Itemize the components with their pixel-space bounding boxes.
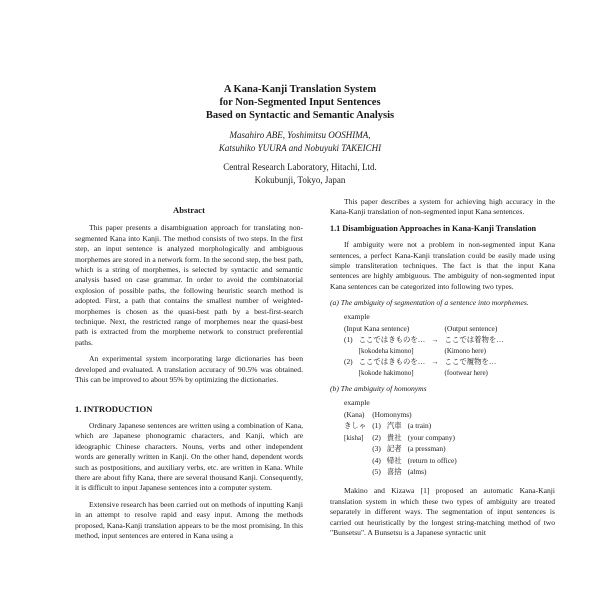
kanji-text: 貴社 bbox=[386, 432, 402, 442]
example-a-input-header: (Input Kana sentence) bbox=[344, 324, 410, 334]
right-paragraph-0: This paper describes a system for achieving high accuracy in the Kana-Kanji translation of non-segmented input Kana sentences. bbox=[330, 197, 555, 217]
affiliation-line-2: Kokubunji, Tokyo, Japan bbox=[254, 175, 346, 185]
example-a-row: (2) ここではきものを… [kokode hakimono] → ここで履物を… (footwear here) bbox=[344, 357, 510, 379]
author-line-2: Katsuhiko YUURA and Nobuyuki TAKEICHI bbox=[218, 143, 382, 153]
title-line-2: for Non-Segmented Input Sentences bbox=[219, 97, 381, 108]
ambiguity-a-label: (a) The ambiguity of segmentation of a sentence into morphemes. bbox=[330, 298, 529, 308]
example-b-homonyms-header: (Homonyms) bbox=[372, 409, 412, 419]
gloss: (footwear here) bbox=[444, 368, 488, 377]
abstract-heading: Abstract bbox=[173, 205, 205, 215]
gloss: (Kimono here) bbox=[444, 346, 486, 355]
title-line-3: Based on Syntactic and Semantic Analysis bbox=[205, 110, 395, 121]
intro-paragraph-1: Ordinary Japanese sentences are written using a combination of Kana, which are Japanese phonogramic characters, and Kanji, which are ideographic Chinese characters. Nouns, verbs and other independent words are generally written in Kanji. On the other hand, dependent words such as postpositions, and auxiliary verbs, etc. are written in Kana. While there are about fifty Kana, there are several thousand Kanji. Consequently, it is difficult to input Japanese sentences into a computer system. bbox=[75, 420, 303, 493]
kanji-text: 記者 bbox=[386, 444, 402, 454]
kanji-text: 帰社 bbox=[386, 455, 402, 465]
section-1-heading: 1. INTRODUCTION bbox=[75, 403, 153, 414]
ambiguity-b-label: (b) The ambiguity of homonyms bbox=[330, 384, 427, 394]
author-line-1: Masahiro ABE, Yoshimitsu OOSHIMA, bbox=[229, 130, 371, 140]
affiliation bbox=[0, 161, 600, 187]
gloss: (a train) bbox=[407, 421, 432, 431]
example-b-label: example bbox=[344, 397, 370, 407]
example-b-table bbox=[344, 410, 463, 478]
affiliation-line-1: Central Research Laboratory, Hitachi, Ltd. bbox=[223, 162, 377, 172]
authors bbox=[0, 129, 600, 155]
left-column bbox=[75, 193, 303, 547]
right-paragraph-1: If ambiguity were not a problem in non-segmented input Kana sentences, a perfect Kana-Kanji translation could be easily made using simple transliteration techniques. The fact is that the input Kana sentences are highly ambiguous. The ambiguity of non-segmented input Kana sentences can be categorized into following two types. bbox=[330, 240, 555, 291]
section-1-1-heading: 1.1 Disambiguation Approaches in Kana-Kanji Translation bbox=[330, 223, 537, 233]
kanji-text: 汽車 bbox=[386, 421, 402, 431]
gloss: (your company) bbox=[407, 432, 456, 442]
example-b-row: きしゃ (1) 汽車 (a train) bbox=[344, 421, 463, 432]
romanization: [kokodeha kimono] bbox=[358, 346, 414, 355]
example-b-kana-header: (Kana) bbox=[344, 409, 365, 419]
example-a-label: example bbox=[344, 311, 370, 321]
gloss: (alms) bbox=[407, 466, 427, 476]
arrow-icon: → bbox=[431, 357, 439, 367]
kana-text: ここではきものを… bbox=[358, 357, 426, 367]
example-a-table bbox=[344, 324, 510, 379]
abstract-paragraph-1: This paper presents a disambiguation approach for translating non-segmented Kana into Kanji. The method consists of two steps. In the first step, an input sentence is analyzed morphologically and ambiguous morphemes are stored in a network form. In the second step, the best path, which is a string of morphemes, is selected by syntactic and semantic analysis based on case grammar. In order to avoid the combinatorial explosion of possible paths, the following heuristic search method is adopted. First, a path that contains the smallest number of weighted-morphemes is chosen as the quasi-best path by a best-first-search technique. Next, the restricted range of morphemes near the quasi-best path is extracted from the morpheme network to construct preferential paths. bbox=[75, 223, 303, 347]
abstract-paragraph-2: An experimental system incorporating large dictionaries has been developed and evaluated. A translation accuracy of 90.5% was obtained. This can be improved to about 95% by optimizing the dictionaries. bbox=[75, 354, 303, 385]
kanji-text: 喜捨 bbox=[386, 466, 402, 476]
example-a-row: (1) ここではきものを… [kokodeha kimono] → ここでは着物を… (Kimono here) bbox=[344, 335, 510, 357]
output-text: ここでは着物を… bbox=[444, 335, 504, 345]
intro-paragraph-2: Extensive research has been carried out on methods of inputting Kanji in an attempt to resolve rapid and easy input. Among the methods proposed, Kana-Kanji translation appears to be the most promising. In this method, input sentences are entered in Kana using a bbox=[75, 499, 303, 540]
gloss: (a pressman) bbox=[407, 444, 446, 454]
gloss: (return to office) bbox=[407, 455, 457, 465]
example-b-row: (4) 帰社 (return to office) bbox=[344, 456, 463, 467]
right-column bbox=[330, 197, 555, 544]
romanization: [kisha] bbox=[344, 433, 364, 442]
title-line-1: A Kana-Kanji Translation System bbox=[223, 84, 377, 95]
example-b-row: (5) 喜捨 (alms) bbox=[344, 467, 463, 478]
example-b-row: [kisha] (2) 貴社 (your company) bbox=[344, 433, 463, 444]
example-a-output-header: (Output sentence) bbox=[444, 324, 498, 334]
kana-text: ここではきものを… bbox=[358, 335, 426, 345]
arrow-icon: → bbox=[431, 335, 439, 345]
paper-title bbox=[0, 83, 600, 122]
example-b-row: (3) 記者 (a pressman) bbox=[344, 444, 463, 455]
output-text: ここで履物を… bbox=[444, 357, 497, 367]
kana-text: きしゃ bbox=[344, 421, 367, 431]
romanization: [kokode hakimono] bbox=[358, 368, 414, 377]
right-paragraph-2: Makino and Kizawa [1] proposed an automatic Kana-Kanji translation system in which these two types of ambiguity are treated separately in different ways. The segmentation of input sentences is carried out heuristically by the longest string-matching method of two "Bunsetsu". A Bunsetsu is a Japanese syntactic unit bbox=[330, 486, 555, 537]
